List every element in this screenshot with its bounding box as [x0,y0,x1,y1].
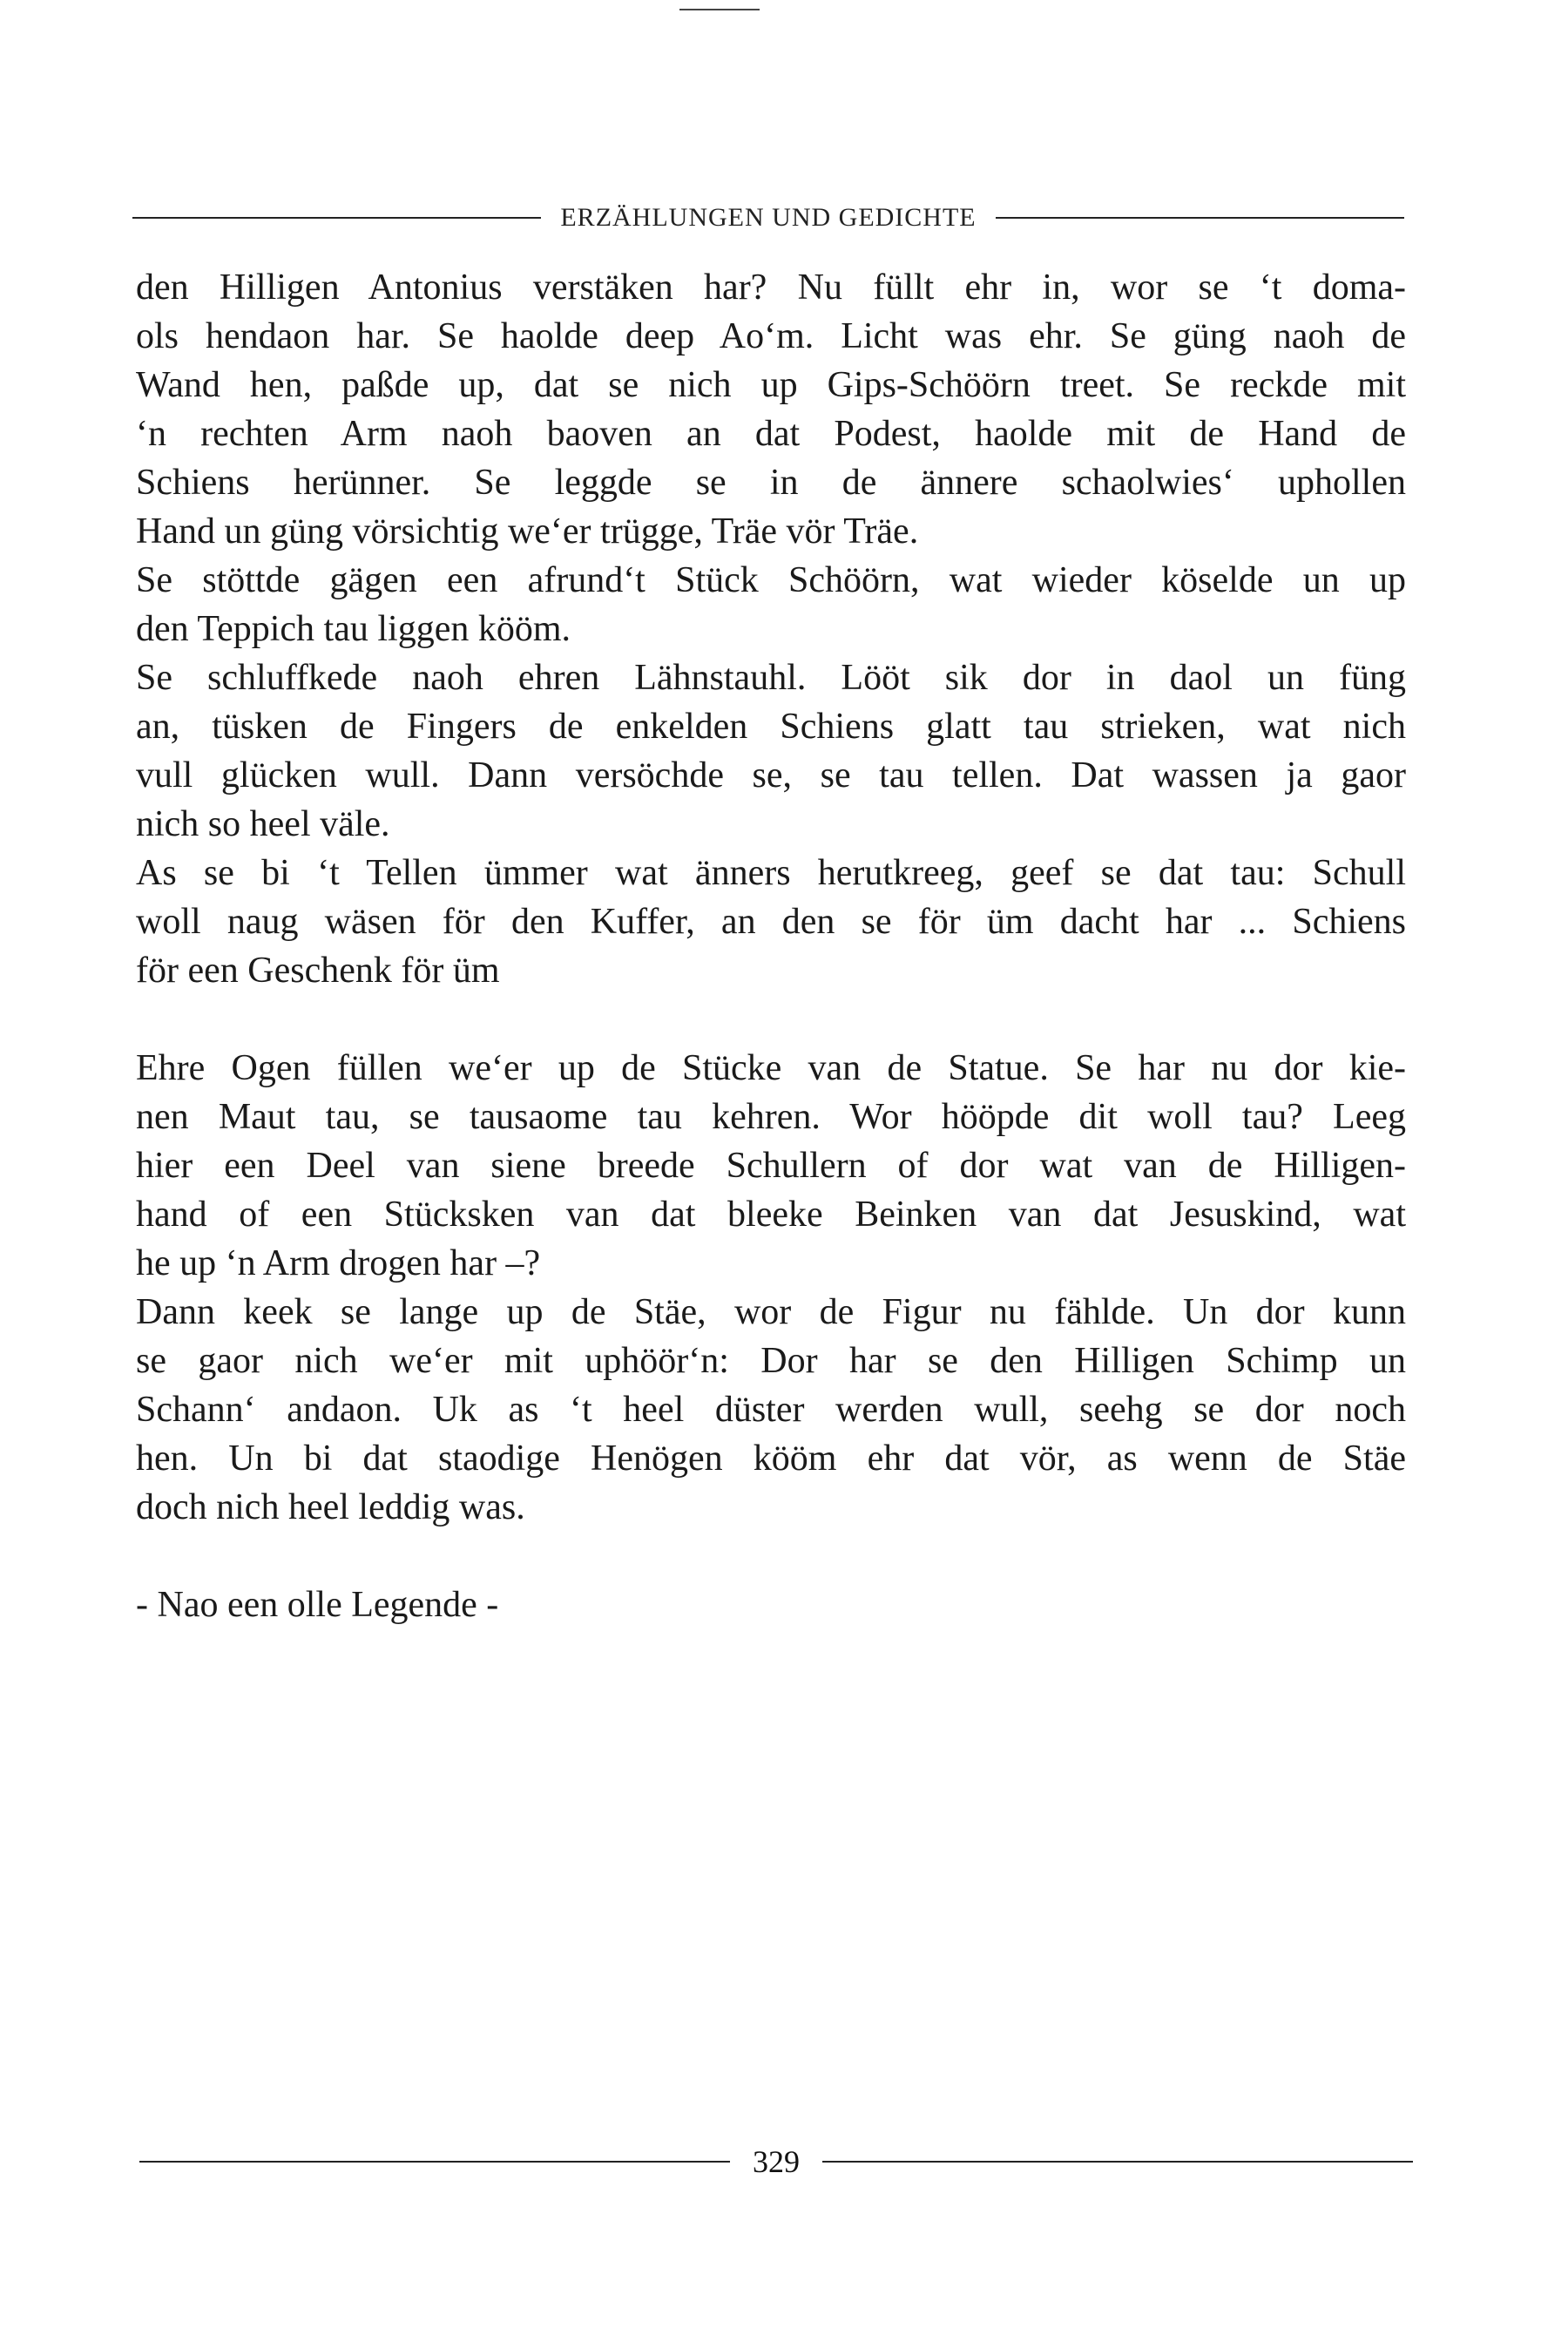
footer-rule-right [822,2161,1413,2163]
text-line: den Teppich tau liggen kööm. [136,609,571,649]
text-line: se gaor nich we‘er mit uphöör‘n: Dor har se den Hilligen Schimp un [136,1341,1406,1381]
paragraph-gap [136,995,1406,1044]
text-line: hier een Deel van siene breede Schullern of dor wat van de Hilligen- [136,1146,1406,1186]
text-line: ols hendaon har. Se haolde deep Ao‘m. Licht was ehr. Se güng naoh de [136,316,1406,356]
text-line: woll naug wäsen för den Kuffer, an den se för üm dacht har ... Schiens [136,902,1406,942]
text-line: Wand hen, paßde up, dat se nich up Gips-Schöörn treet. Se reckde mit [136,365,1406,405]
running-header [132,199,1404,237]
text-line: för een Geschenk för üm [136,951,500,991]
text-line: Dann keek se lange up de Stäe, wor de Figur nu fählde. Un dor kunn [136,1292,1406,1332]
text-line: doch nich heel leddig was. [136,1487,525,1527]
text-line: nen Maut tau, se tausaome tau kehren. Wor hööрde dit woll tau? Leeg [136,1097,1406,1137]
header-rule-left [132,217,541,219]
text-line: Se schluffkede naoh ehren Lähnstauhl. Lööt sik dor in daol un füng [136,658,1406,698]
text-line: Schann‘ andaon. Uk as ‘t heel düster werden wull, seehg se dor noch [136,1390,1406,1430]
text-line: an, tüsken de Fingers de enkelden Schiens glatt tau strieken, wat nich [136,707,1406,747]
text-line: he up ‘n Arm drogen har –? [136,1243,541,1283]
header-title: ERZÄHLUNGEN UND GEDICHTE [560,203,977,232]
text-line: hen. Un bi dat staodige Henögen kööm ehr dat vör, as wenn de Stäe [136,1439,1406,1479]
top-edge-mark [679,9,760,10]
closing-note: - Nao een olle Legende - [136,1585,499,1625]
header-rule-right [996,217,1404,219]
text-line: den Hilligen Antonius verstäken har? Nu füllt ehr in, wor se ‘t doma- [136,267,1406,308]
text-line: Ehre Ogen füllen we‘er up de Stücke van de Statue. Se har nu dor kie- [136,1048,1406,1088]
footer-rule-left [139,2161,730,2163]
text-line: Hand un güng vörsichtig we‘er trügge, Träe vör Träe. [136,511,919,552]
text-line: hand of een Stücksken van dat bleeke Beinken van dat Jesuskind, wat [136,1195,1406,1235]
page-number: 329 [753,2144,800,2179]
paragraph-gap [136,1532,1406,1581]
text-line: Se stöttde gägen een afrund‘t Stück Schöörn, wat wieder köselde un up [136,560,1406,600]
text-line: vull glücken wull. Dann versöchde se, se tau tellen. Dat wassen ja gaor [136,755,1406,795]
page-footer [139,2140,1413,2183]
text-line: As se bi ‘t Tellen ümmer wat änners herutkreeg, geef se dat tau: Schull [136,853,1406,893]
body-text [136,263,1406,1629]
text-line: nich so heel väle. [136,804,390,844]
text-line: ‘n rechten Arm naoh baoven an dat Podest, haolde mit de Hand de [136,414,1406,454]
text-line: Schiens herünner. Se leggde se in de ännere schaolwies‘ uphollen [136,463,1406,503]
